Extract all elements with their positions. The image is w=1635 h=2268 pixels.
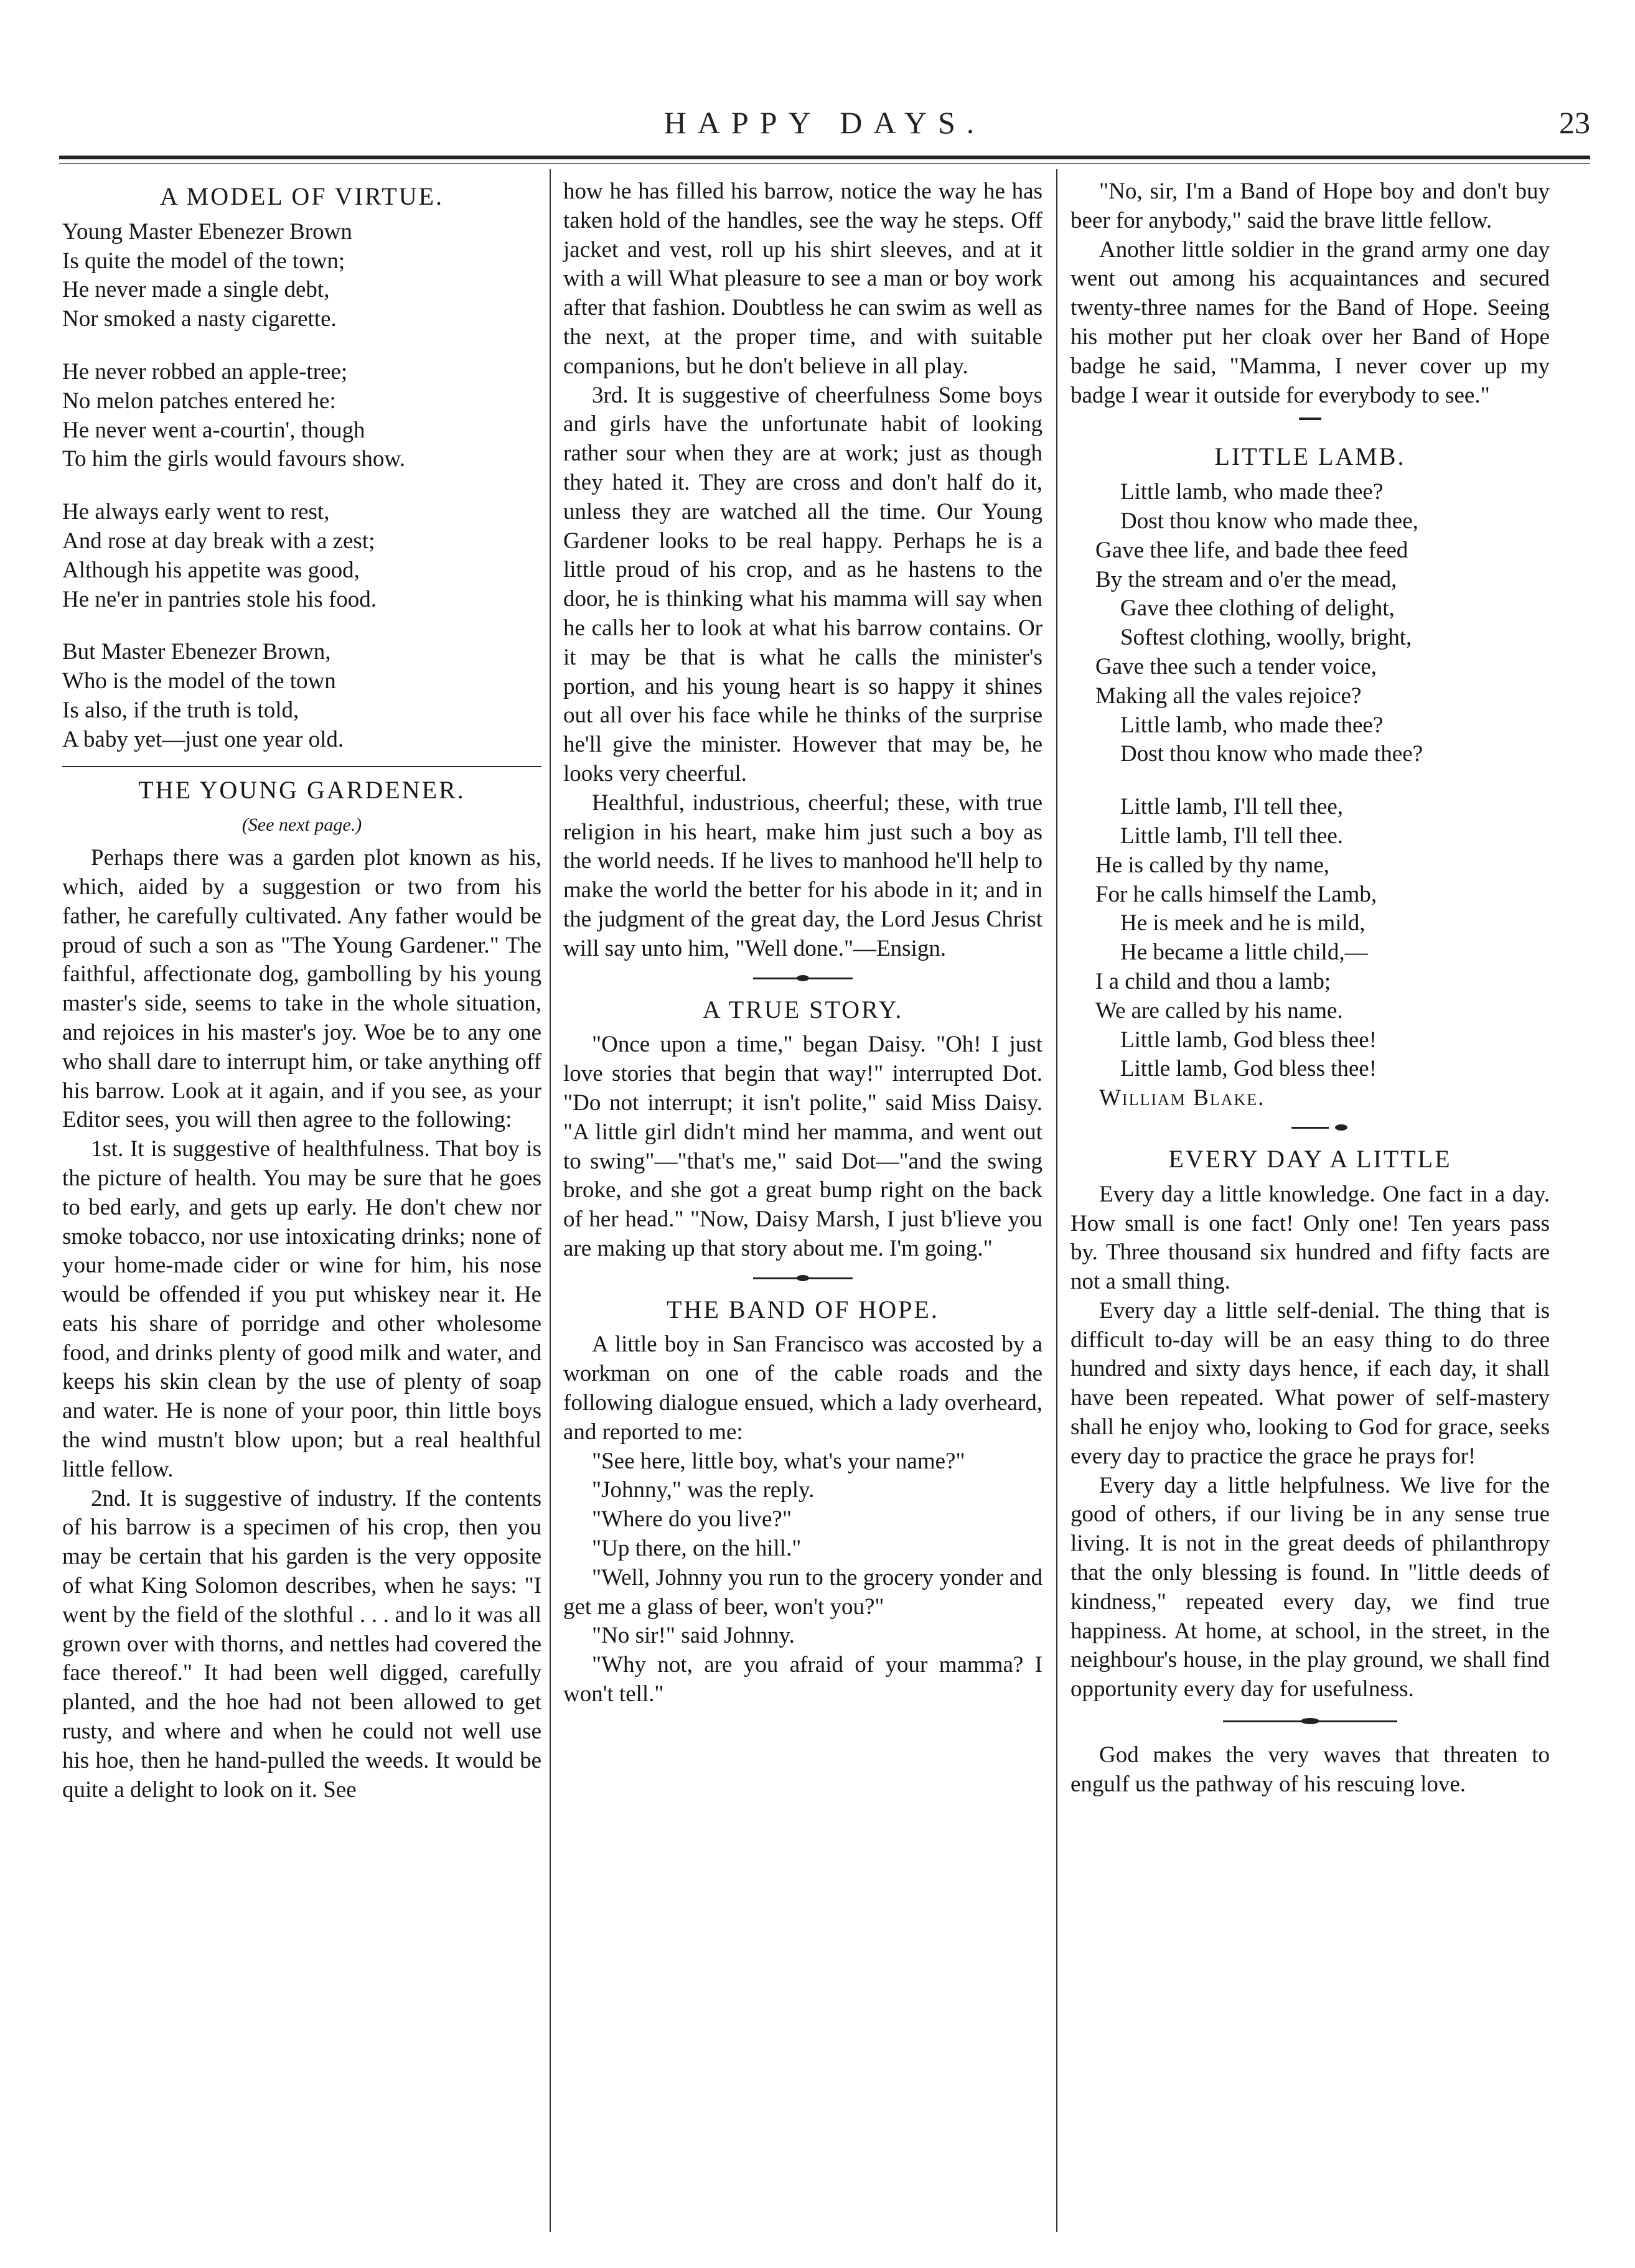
poem-line: Although his appetite was good,: [62, 557, 360, 583]
band-of-hope-title: THE BAND OF HOPE.: [667, 1295, 939, 1323]
young-gardener-title: THE YOUNG GARDENER.: [138, 775, 466, 804]
poem-line: No melon patches entered he:: [62, 388, 336, 414]
band-of-hope-dialogue: "Where do you live?": [592, 1506, 792, 1533]
closing-paragraph: God makes the very waves that threaten to engulf us the pathway of his rescuing love.: [1070, 1742, 1550, 1797]
every-day-paragraph: Every day a little knowledge. One fact in a day. How small is one fact! Only one! Ten years pass by. Three thousand six hundred and fifty facts are not a small thing.: [1070, 1181, 1550, 1295]
poem-line: Is quite the model of the town;: [62, 248, 345, 274]
ornament-separator: [753, 1277, 853, 1279]
little-lamb-title: LITTLE LAMB.: [1214, 442, 1406, 471]
poem-line: He became a little child,—: [1120, 940, 1368, 966]
poem-line: Gave thee life, and bade thee feed: [1095, 537, 1408, 563]
poem-line: By the stream and o'er the mead,: [1095, 566, 1397, 592]
band-of-hope-paragraph: A little boy in San Francisco was accosted by a workman on one of the cable roads and the following dialogue ensued, which a lady overheard, and reported to me:: [563, 1332, 1042, 1445]
poem-line: For he calls himself the Lamb,: [1095, 881, 1377, 907]
column-right: [1070, 177, 1550, 1799]
running-title: HAPPY DAYS.: [663, 105, 986, 140]
poem-stanza: [62, 218, 541, 334]
poem-line: Making all the vales rejoice?: [1095, 683, 1362, 709]
every-day-paragraph: Every day a little self-denial. The thing that is difficult to-day will be an easy thing to do three hundred and sixty days hence, if each day, it shall have been repeated. What power of self-mastery shall he enjoy who, looking to God for grace, seeks every day to practice the grace he prays for!: [1070, 1297, 1550, 1469]
poem-line: Young Master Ebenezer Brown: [62, 218, 352, 245]
header-rule-thin: [59, 163, 1590, 164]
little-lamb-poem: [1070, 478, 1550, 1084]
poem-stanza: [1095, 793, 1550, 1084]
every-day-paragraph: Every day a little helpfulness. We live for the good of others, if our living be in any sense true living. It is not in the great deeds of philanthropy that the only blessing is found. In "little deeds of kindness," repeated every day, we find true happiness. At home, at school, in the street, in the neighbour's house, in the play ground, we shall find opportunity every day for usefulness.: [1070, 1472, 1550, 1702]
page-header: [59, 93, 1590, 149]
poem-line: He is meek and he is mild,: [1120, 910, 1366, 936]
band-of-hope-dialogue: "See here, little boy, what's your name?": [592, 1448, 965, 1474]
poem-line: Little lamb, I'll tell thee,: [1120, 794, 1344, 820]
poem-line: A baby yet—just one year old.: [62, 726, 344, 752]
poem-line: Little lamb, God bless thee!: [1120, 1027, 1377, 1053]
poem-line: He never made a single debt,: [62, 277, 330, 303]
poem-line: Gave thee clothing of delight,: [1120, 595, 1395, 622]
poem-line: Is also, if the truth is told,: [62, 697, 299, 723]
true-story-title: A TRUE STORY.: [702, 995, 904, 1024]
young-gardener-paragraph: how he has filled his barrow, notice the way he has taken hold of the handles, see the way he steps. Off jacket and vest, roll up his shirt sleeves, and at it with a will What pleasure to see a man or boy work after that fashion. Doubtless he can swim as well as the next, at the proper time, and with suitable companions, but he don't believe in all play.: [563, 179, 1042, 379]
model-of-virtue-title: A MODEL OF VIRTUE.: [159, 182, 444, 210]
poem-line: He is called by thy name,: [1095, 852, 1330, 878]
band-of-hope-dialogue: "Johnny," was the reply.: [592, 1477, 815, 1503]
short-separator: [1299, 418, 1321, 420]
poem-stanza: [1095, 478, 1550, 769]
poem-line: Softest clothing, woolly, bright,: [1120, 625, 1412, 651]
poem-line: Who is the model of the town: [62, 668, 336, 694]
ornament-separator: [1223, 1720, 1397, 1722]
poem-line: He never robbed an apple-tree;: [62, 358, 348, 385]
column-divider-2: [1056, 169, 1057, 2232]
model-of-virtue-poem: [62, 218, 541, 755]
young-gardener-paragraph: 1st. It is suggestive of healthfulness. That boy is the picture of health. You may be sure that he goes to bed early, and gets up early. He don't chew nor smoke tobacco, nor use intoxicating drinks; none of your home-made cider or wine for him, his nose would be offended if you put whiskey near it. He eats his share of porridge and other wholesome food, and drinks plenty of good milk and water, and keeps his skin clean by the use of plenty of soap and water. He is none of your poor, thin little boys the wind mustn't blow upon; but a real healthful little fellow.: [62, 1136, 541, 1482]
page-number: 23: [1559, 105, 1590, 140]
band-of-hope-paragraph: Another little soldier in the grand army one day went out among his acquaintances and secured twenty-three names for the Band of Hope. Seeing his mother put her cloak over her Band of Hope badge he said, "Mamma, I never cover up my badge I wear it outside for everybody to see.": [1070, 236, 1550, 408]
poem-line: But Master Ebenezer Brown,: [62, 639, 331, 665]
every-day-title: EVERY DAY A LITTLE: [1168, 1144, 1452, 1173]
ornament-separator: [753, 978, 853, 979]
poem-line: Gave thee such a tender voice,: [1095, 653, 1377, 679]
young-gardener-note: (See next page.): [241, 814, 362, 836]
poem-line: And rose at day break with a zest;: [62, 528, 375, 554]
poem-line: Little lamb, who made thee?: [1120, 479, 1384, 505]
poem-line: Dost thou know who made thee?: [1120, 741, 1423, 767]
header-rule: [59, 156, 1590, 159]
column-left: [62, 177, 541, 1804]
young-gardener-paragraph: 2nd. It is suggestive of industry. If the contents of his barrow is a specimen of his crop, then you may be certain that his garden is the very opposite of what King Solomon describes, when he says: "I went by the field of the slothful . . . and lo it was all grown over with thorns, and nettles had covered the face thereof." It had been well digged, carefully planted, and the hoe had not been allowed to get rusty, and where and when he could not well use his hoe, then he hand-pulled the weeds. It would be quite a delight to look on it. See: [62, 1485, 541, 1803]
band-of-hope-paragraph: "No, sir, I'm a Band of Hope boy and don't buy beer for anybody," said the brave little fellow.: [1070, 179, 1550, 233]
poem-stanza: [62, 498, 541, 614]
poem-line: Little lamb, who made thee?: [1120, 712, 1384, 738]
poem-line: I a child and thou a lamb;: [1095, 968, 1331, 994]
poem-line: Nor smoked a nasty cigarette.: [62, 306, 337, 332]
poem-stanza: [62, 358, 541, 474]
column-middle: [563, 177, 1042, 1709]
young-gardener-paragraph: 3rd. It is suggestive of cheerfulness Some boys and girls have the unfortunate habit of looking rather sour when they are at work; just as though they hated it. They are cross and don't half do it, unless they are watched all the time. Our Young Gardener looks to be real happy. Perhaps he is a little proud of his crop, and as he hastens to the door, he is thinking what his mamma will say when he calls her to look at what his barrow contains. Or it may be that is what he calls the minister's portion, and his young heart is so happy it shines out all over his face while he thinks of the surprise he'll give the minister. However that may be, he looks very cheerful.: [563, 382, 1042, 786]
little-lamb-author: William Blake.: [1099, 1085, 1265, 1111]
poem-line: Dost thou know who made thee,: [1120, 508, 1418, 534]
article-separator: [62, 766, 541, 767]
poem-stanza: [62, 638, 541, 754]
poem-line: He ne'er in pantries stole his food.: [62, 586, 377, 612]
poem-line: To him the girls would favours show.: [62, 446, 405, 472]
ornament-separator: [1291, 1127, 1329, 1129]
poem-line: Little lamb, I'll tell thee.: [1120, 823, 1344, 849]
poem-line: We are called by his name.: [1095, 997, 1343, 1024]
band-of-hope-dialogue: "No sir!" said Johnny.: [592, 1623, 795, 1649]
poem-line: He never went a-courtin', though: [62, 417, 365, 443]
young-gardener-paragraph: Healthful, industrious, cheerful; these, with true religion in his heart, make him just such a boy as the world needs. If he lives to manhood he'll help to make the world the better for his abode in it; and in the judgment of the great day, the Lord Jesus Christ will say unto him, "Well done."—Ensign.: [563, 790, 1042, 961]
true-story-paragraph: "Once upon a time," began Daisy. "Oh! I just love stories that begin that way!" interrupted Dot. "Do not interrupt; it isn't polite," said Miss Daisy. "A little girl didn't mind her mamma, and went out to swing"—"that's me," said Dot—"and the swing broke, and she got a great bump right on the back of her head." "Now, Daisy Marsh, I just b'lieve you are making up that story about me. I'm going.": [563, 1032, 1042, 1261]
poem-line: He always early went to rest,: [62, 499, 330, 525]
column-divider-1: [550, 169, 551, 2232]
band-of-hope-dialogue: "Up there, on the hill.": [592, 1536, 802, 1562]
band-of-hope-dialogue: "Why not, are you afraid of your mamma? I won't tell.": [563, 1652, 1042, 1707]
young-gardener-paragraph: Perhaps there was a garden plot known as his, which, aided by a suggestion or two from his father, he carefully cultivated. Any father would be proud of such a son as "The Young Gardener." The faithful, affectionate dog, gambolling by his young master's side, seems to take in the whole situation, and rejoices in his master's joy. Woe be to any one who shall dare to interrupt him, or take anything off his barrow. Look at it again, and if you see, as your Editor sees, you will then agree to the following:: [62, 845, 541, 1133]
band-of-hope-dialogue: "Well, Johnny you run to the grocery yonder and get me a glass of beer, won't you?": [563, 1564, 1042, 1620]
poem-line: Little lamb, God bless thee!: [1120, 1056, 1377, 1082]
